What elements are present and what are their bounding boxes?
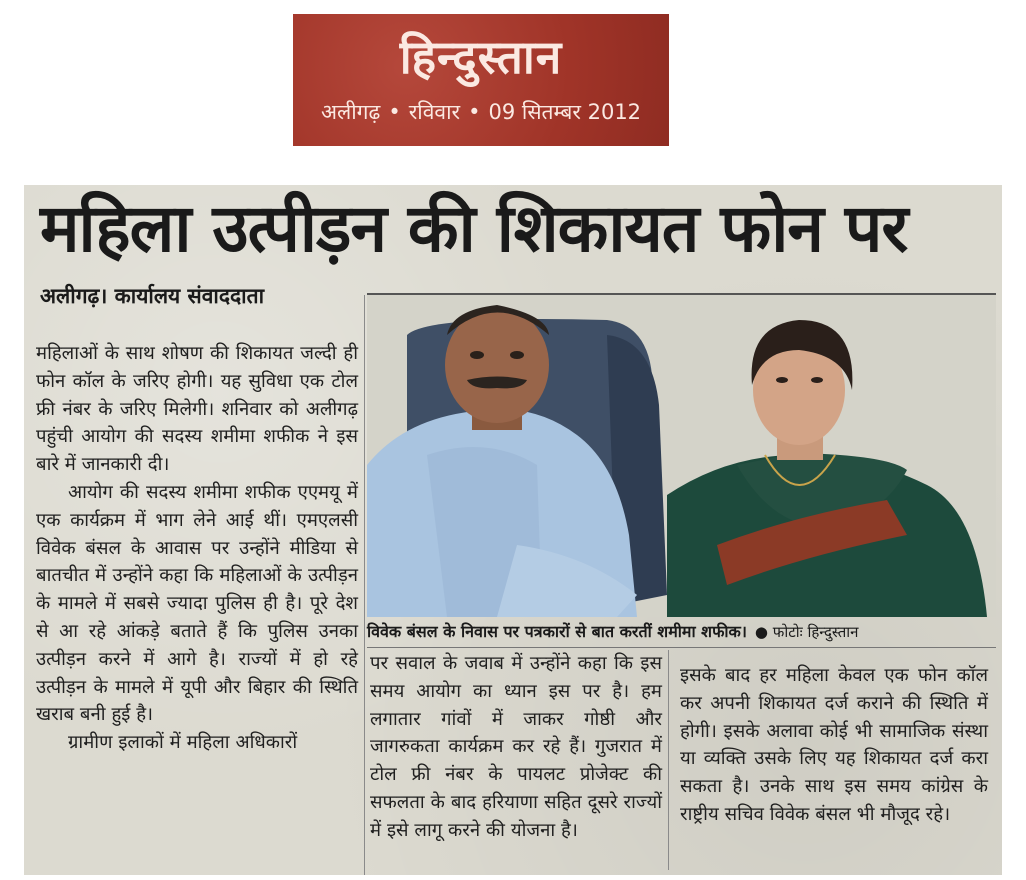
photo-credit: ● फोटोः हिन्दुस्तान bbox=[754, 623, 859, 641]
byline: अलीगढ़। कार्यालय संवाददाता bbox=[40, 284, 265, 308]
news-photo bbox=[367, 293, 996, 617]
headline: महिला उत्पीड़न की शिकायत फोन पर bbox=[40, 190, 908, 267]
bullet-icon: • bbox=[468, 100, 481, 124]
photo-caption bbox=[367, 620, 996, 642]
paragraph: आयोग की सदस्य शमीमा शफीक एएमयू में एक कार्यक्रम में भाग लेने आई थीं। एमएलसी विवेक बंसल के आवास पर उन्होंने मीडिया से बातचीत में उन्होंने कहा कि महिलाओं के उत्पीड़न के मामले में सबसे ज्यादा पुलिस ही है। पूरे देश से आ रहे आंकड़े बताते हैं कि पुलिस उनका उत्पीड़न करने में आगे है। राज्यों में हो रहे उत्पीड़न के मामले में यूपी और बिहार की स्थिति खराब बनी हुई है। bbox=[36, 481, 358, 726]
paragraph: पर सवाल के जवाब में उन्होंने कहा कि इस समय आयोग का ध्यान इस पर है। हम लगातार गांवों में जाकर गोष्ठी और जागरुकता कार्यक्रम कर रहे हैं। गुजरात में टोल फ्री नंबर के पायलट प्रोजेक्ट की सफलता के बाद हरियाणा सहित दूसरे राज्यों में इसे लागू करने की योजना है। bbox=[370, 653, 662, 841]
caption-rule bbox=[367, 647, 996, 648]
article-column-3 bbox=[680, 662, 988, 829]
caption-text: विवेक बंसल के निवास पर पत्रकारों से बात करतीं शमीमा शफीक। bbox=[367, 622, 747, 641]
column-divider bbox=[364, 295, 365, 875]
bullet-icon: • bbox=[388, 100, 401, 124]
article-column-2 bbox=[370, 650, 662, 845]
paragraph: ग्रामीण इलाकों में महिला अधिकारों bbox=[68, 732, 298, 754]
article-column-1 bbox=[36, 340, 358, 757]
dateline-city: अलीगढ़ bbox=[320, 100, 381, 124]
dateline bbox=[293, 98, 669, 126]
dateline-date: 09 सितम्बर 2012 bbox=[488, 100, 642, 124]
dateline-day: रविवार bbox=[408, 100, 461, 124]
masthead bbox=[293, 14, 669, 146]
paragraph: महिलाओं के साथ शोषण की शिकायत जल्दी ही फोन कॉल के जरिए होगी। यह सुविधा एक टोल फ्री नंबर के जरिए मिलेगी। शनिवार को अलीगढ़ पहुंची आयोग की सदस्य शमीमा शफीक ने इस बारे में जानकारी दी। bbox=[36, 343, 358, 476]
column-divider bbox=[668, 650, 669, 870]
paragraph: इसके बाद हर महिला केवल एक फोन कॉल कर अपनी शिकायत दर्ज कराने की स्थिति में होगी। इसके अलावा कोई भी सामाजिक संस्था या व्यक्ति उसके लिए यह शिकायत दर्ज करा सकता है। उनके साथ इस समय कांग्रेस के राष्ट्रीय सचिव विवेक बंसल भी मौजूद रहे। bbox=[680, 665, 988, 825]
photo-illustration bbox=[367, 295, 996, 617]
newspaper-logo: हिन्दुस्तान bbox=[399, 30, 563, 84]
